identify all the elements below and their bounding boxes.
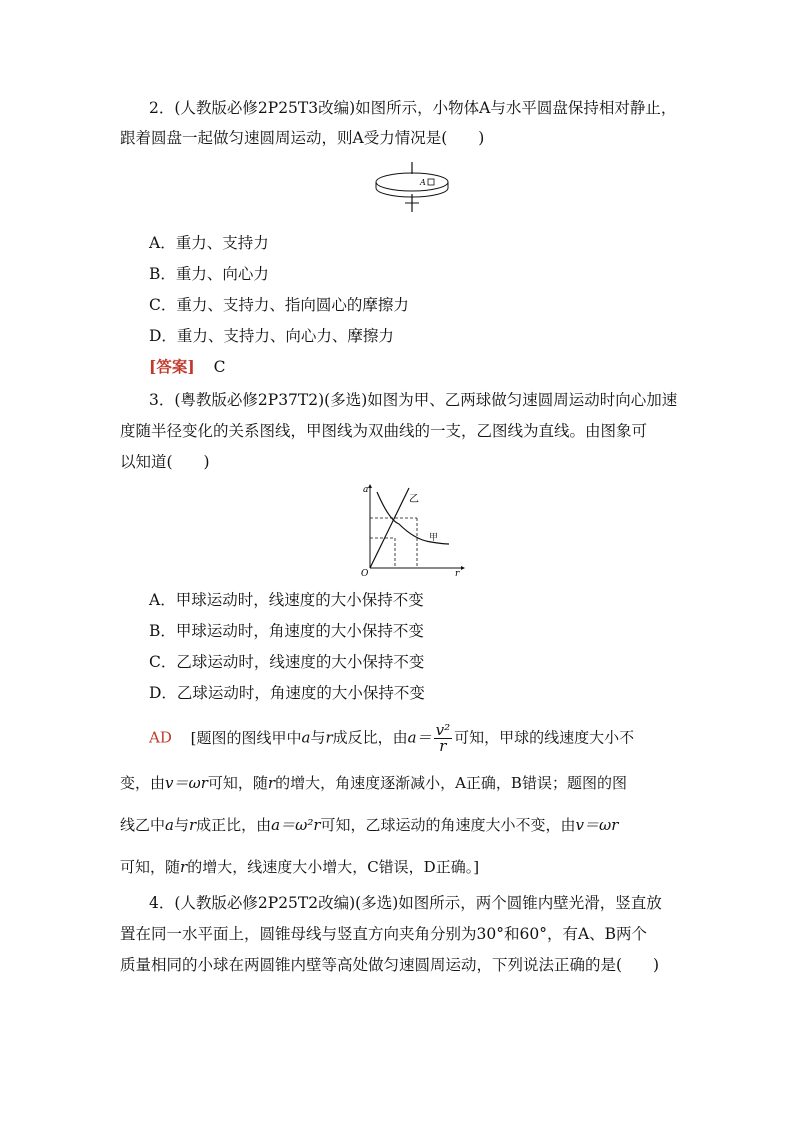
q3-option-d: D．乙球运动时，角速度的大小保持不变: [149, 684, 425, 702]
q2-option-a: A．重力、支持力: [149, 234, 269, 252]
q2-option-c: C．重力、支持力、指向圆心的摩擦力: [149, 296, 409, 314]
line-jia-label: 甲: [429, 533, 439, 543]
q3-line-1: 3．(粤教版必修2P37T2)(多选)如图为甲、乙两球做匀速圆周运动时向心加速: [149, 391, 678, 409]
acceleration-radius-graph: [355, 482, 467, 578]
q2-line-2: 跟着圆盘一起做匀速圆周运动，则A受力情况是( ): [120, 129, 485, 147]
v-squared-over-r-fraction: $\frac{\text{v²}}{r}$: [435, 721, 451, 755]
q4-line-2: 置在同一水平面上，圆锥母线与竖直方向夹角分别为30°和60°，有A、B两个: [120, 925, 648, 943]
q2-option-b: B．重力、向心力: [149, 265, 269, 283]
q3-explanation-line-3: 线乙中a与r成正比，由a＝ω²r可知，乙球运动的角速度大小不变，由v＝ωr: [120, 816, 619, 834]
q4-line-3: 质量相同的小球在两圆锥内壁等高处做匀速圆周运动，下列说法正确的是( ): [120, 956, 660, 974]
q2-answer: [149, 357, 225, 377]
q4-line-1: 4．(人教版必修2P25T2改编)(多选)如图所示，两个圆锥内壁光滑，竖直放: [149, 894, 662, 912]
q3-explanation-line-4: 可知，随r的增大，线速度大小增大，C错误，D正确。]: [120, 858, 480, 876]
y-axis-label: a: [363, 485, 369, 495]
q3-line-2: 度随半径变化的关系图线，甲图线为双曲线的一支，乙图线为直线。由图象可: [120, 422, 648, 440]
q3-option-c: C．乙球运动时，线速度的大小保持不变: [149, 653, 425, 671]
rotating-disk-figure: [372, 160, 452, 218]
answer-tag: [答案]: [149, 357, 195, 376]
origin-label: O: [361, 569, 369, 578]
x-axis-label: r: [455, 569, 460, 578]
q3-option-a: A．甲球运动时，线速度的大小保持不变: [149, 591, 424, 609]
q3-answer: AD: [149, 728, 172, 747]
q2-option-d: D．重力、支持力、向心力、摩擦力: [149, 327, 394, 345]
q3-explanation-line-2: 变，由v＝ωr可知，随r的增大，角速度逐渐减小，A正确，B错误；题图的图: [120, 774, 627, 792]
disk-object-label: A: [420, 178, 426, 187]
answer-value: C: [213, 358, 226, 376]
q3-line-3: 以知道( ): [120, 453, 210, 471]
line-yi-label: 乙: [409, 494, 419, 505]
q2-line-1: 2．(人教版必修2P25T3改编)如图所示，小物体A与水平圆盘保持相对静止，: [149, 99, 677, 117]
q3-option-b: B．甲球运动时，角速度的大小保持不变: [149, 622, 424, 640]
q3-explanation-line-1: AD [题图的图线甲中a与r成反比，由a＝ $\frac{\text{v²}}{r}$ 可知，甲球的线速度大小不: [149, 721, 635, 755]
